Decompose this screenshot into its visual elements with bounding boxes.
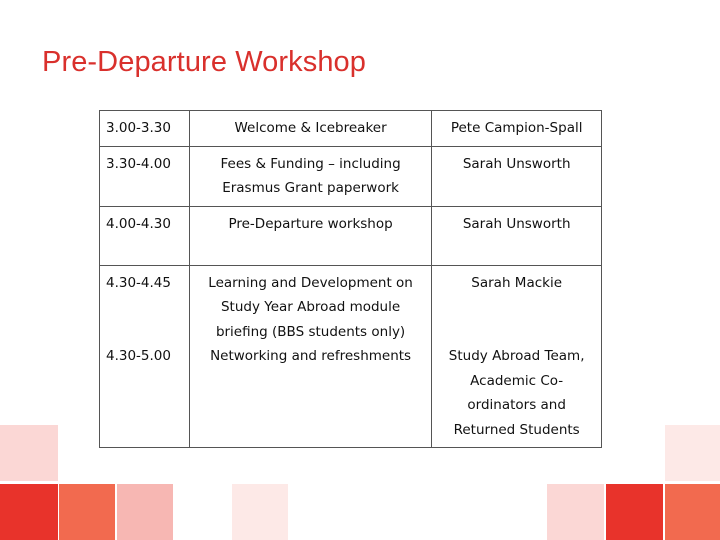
activity-cell — [189, 146, 431, 206]
decorative-tile — [547, 484, 604, 540]
decorative-tile — [606, 484, 663, 540]
speaker-line: ordinators and — [467, 397, 566, 413]
table-row — [100, 265, 602, 448]
decorative-tile — [232, 484, 288, 540]
decorative-tile — [0, 425, 58, 481]
activity-cell: Pre-Departure workshop — [189, 206, 431, 265]
speaker-cell: Sarah Unsworth — [432, 206, 602, 265]
activity-line: Study Year Abroad module — [220, 299, 401, 315]
slide-title: Pre-Departure Workshop — [42, 46, 367, 78]
activity-line: briefing (BBS students only) — [215, 323, 406, 340]
speaker-cell: Pete Campion-Spall — [432, 111, 602, 147]
activity-line: Learning and Development on — [208, 274, 413, 291]
speaker-cell — [432, 265, 602, 448]
decorative-tile — [665, 425, 720, 481]
activity-cell — [189, 265, 431, 448]
speaker-line: Sarah Mackie — [471, 274, 563, 291]
speaker-line: Returned Students — [453, 421, 580, 438]
table-row — [100, 206, 602, 265]
decorative-tile — [117, 484, 173, 540]
speaker-line: Academic Co- — [470, 372, 564, 389]
decorative-tile — [59, 484, 115, 540]
speaker-line: Study Abroad Team, — [448, 348, 585, 364]
activity-line: Fees & Funding – including — [220, 155, 401, 172]
activity-cell: Welcome & Icebreaker — [189, 111, 431, 147]
schedule-table — [99, 110, 602, 448]
table-row — [100, 111, 602, 147]
speaker-cell: Sarah Unsworth — [432, 146, 602, 206]
time-line: 4.30-4.45 — [106, 274, 171, 291]
time-line: 4.30-5.00 — [106, 348, 171, 364]
time-cell — [100, 265, 190, 448]
table-row — [100, 146, 602, 206]
activity-line: Networking and refreshments — [210, 348, 412, 364]
time-cell: 3.30-4.00 — [100, 146, 190, 206]
decorative-tile — [0, 484, 58, 540]
time-cell: 4.00-4.30 — [100, 206, 190, 265]
decorative-tile — [665, 484, 720, 540]
activity-line: Erasmus Grant paperwork — [222, 180, 399, 196]
time-cell: 3.00-3.30 — [100, 111, 190, 147]
